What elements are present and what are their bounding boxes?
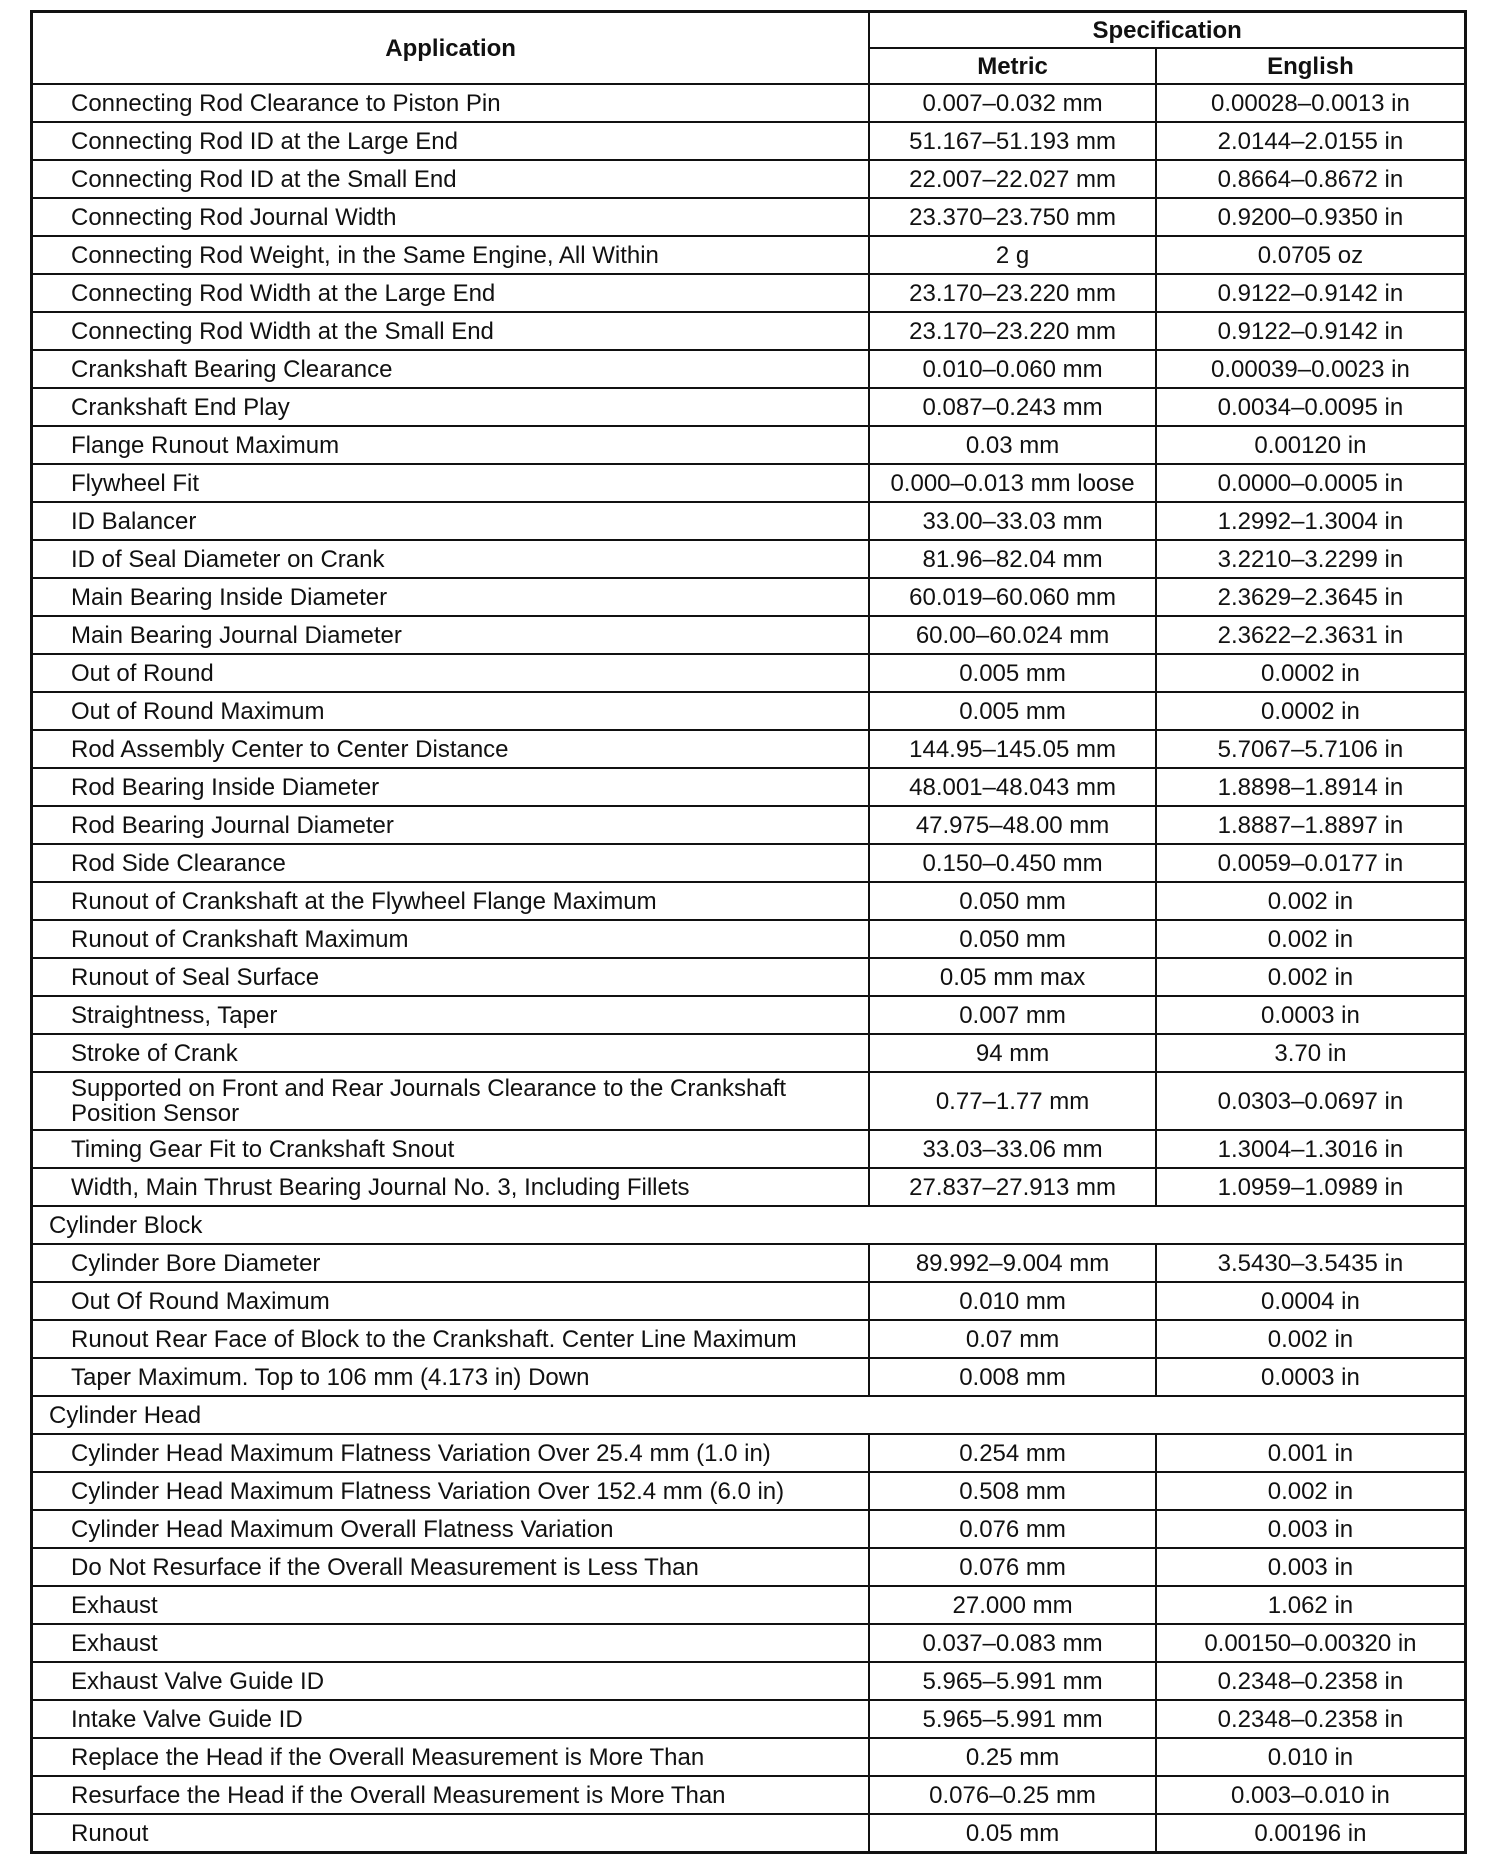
application-cell: Exhaust: [32, 1586, 870, 1624]
table-header: [32, 12, 1466, 85]
table-row: [32, 1168, 1466, 1206]
table-row: [32, 1320, 1466, 1358]
table-row: [32, 312, 1466, 350]
application-cell: Connecting Rod Journal Width: [32, 198, 870, 236]
application-cell: Out Of Round Maximum: [32, 1282, 870, 1320]
english-cell: 0.0000–0.0005 in: [1156, 464, 1466, 502]
table-row: [32, 616, 1466, 654]
table-row: [32, 882, 1466, 920]
section-row: [32, 1206, 1466, 1244]
table-row: [32, 236, 1466, 274]
table-row: [32, 464, 1466, 502]
table-row: [32, 1130, 1466, 1168]
table-row: [32, 1662, 1466, 1700]
english-cell: 2.3629–2.3645 in: [1156, 578, 1466, 616]
metric-cell: 0.050 mm: [869, 882, 1156, 920]
application-cell: Supported on Front and Rear Journals Clearance to the Crankshaft Position Sensor: [32, 1072, 870, 1130]
metric-cell: 23.170–23.220 mm: [869, 312, 1156, 350]
english-cell: 0.0002 in: [1156, 692, 1466, 730]
application-cell: Main Bearing Journal Diameter: [32, 616, 870, 654]
application-cell: Crankshaft Bearing Clearance: [32, 350, 870, 388]
table-row: [32, 84, 1466, 122]
table-row: [32, 806, 1466, 844]
table-row: [32, 1244, 1466, 1282]
english-cell: 1.3004–1.3016 in: [1156, 1130, 1466, 1168]
english-cell: 0.00120 in: [1156, 426, 1466, 464]
table-row: [32, 160, 1466, 198]
english-cell: 0.9200–0.9350 in: [1156, 198, 1466, 236]
table-row: [32, 1738, 1466, 1776]
english-cell: 0.0003 in: [1156, 996, 1466, 1034]
metric-cell: 0.05 mm: [869, 1814, 1156, 1853]
application-cell: Cylinder Head Maximum Overall Flatness Variation: [32, 1510, 870, 1548]
english-cell: 5.7067–5.7106 in: [1156, 730, 1466, 768]
header-english: English: [1156, 48, 1466, 84]
metric-cell: 0.076 mm: [869, 1510, 1156, 1548]
metric-cell: 23.370–23.750 mm: [869, 198, 1156, 236]
english-cell: 3.5430–3.5435 in: [1156, 1244, 1466, 1282]
english-cell: 0.00150–0.00320 in: [1156, 1624, 1466, 1662]
english-cell: 0.002 in: [1156, 1320, 1466, 1358]
table-row: [32, 844, 1466, 882]
application-cell: Width, Main Thrust Bearing Journal No. 3, Including Fillets: [32, 1168, 870, 1206]
english-cell: 2.0144–2.0155 in: [1156, 122, 1466, 160]
metric-cell: 33.00–33.03 mm: [869, 502, 1156, 540]
metric-cell: 0.037–0.083 mm: [869, 1624, 1156, 1662]
application-cell: ID of Seal Diameter on Crank: [32, 540, 870, 578]
english-cell: 0.2348–0.2358 in: [1156, 1700, 1466, 1738]
application-cell: Rod Assembly Center to Center Distance: [32, 730, 870, 768]
application-cell: Intake Valve Guide ID: [32, 1700, 870, 1738]
english-cell: 0.003 in: [1156, 1510, 1466, 1548]
english-cell: 0.9122–0.9142 in: [1156, 274, 1466, 312]
english-cell: 0.00028–0.0013 in: [1156, 84, 1466, 122]
english-cell: 0.002 in: [1156, 882, 1466, 920]
table-row: [32, 578, 1466, 616]
english-cell: 0.002 in: [1156, 958, 1466, 996]
english-cell: 0.002 in: [1156, 920, 1466, 958]
section-label: Cylinder Block: [32, 1206, 1466, 1244]
application-cell: Connecting Rod Weight, in the Same Engine, All Within: [32, 236, 870, 274]
english-cell: 1.2992–1.3004 in: [1156, 502, 1466, 540]
application-cell: Straightness, Taper: [32, 996, 870, 1034]
table-row: [32, 1358, 1466, 1396]
application-cell: Resurface the Head if the Overall Measurement is More Than: [32, 1776, 870, 1814]
english-cell: 0.2348–0.2358 in: [1156, 1662, 1466, 1700]
application-cell: Out of Round: [32, 654, 870, 692]
metric-cell: 0.254 mm: [869, 1434, 1156, 1472]
metric-cell: 51.167–51.193 mm: [869, 122, 1156, 160]
metric-cell: 27.837–27.913 mm: [869, 1168, 1156, 1206]
metric-cell: 0.007–0.032 mm: [869, 84, 1156, 122]
application-cell: Runout of Crankshaft Maximum: [32, 920, 870, 958]
metric-cell: 0.010 mm: [869, 1282, 1156, 1320]
table-row: [32, 1034, 1466, 1072]
english-cell: 0.002 in: [1156, 1472, 1466, 1510]
english-cell: 0.00196 in: [1156, 1814, 1466, 1853]
application-cell: Cylinder Head Maximum Flatness Variation Over 25.4 mm (1.0 in): [32, 1434, 870, 1472]
metric-cell: 0.508 mm: [869, 1472, 1156, 1510]
table-row: [32, 1814, 1466, 1853]
english-cell: 1.8887–1.8897 in: [1156, 806, 1466, 844]
metric-cell: 0.076 mm: [869, 1548, 1156, 1586]
english-cell: 0.0705 oz: [1156, 236, 1466, 274]
metric-cell: 0.77–1.77 mm: [869, 1072, 1156, 1130]
table-row: [32, 920, 1466, 958]
metric-cell: 60.00–60.024 mm: [869, 616, 1156, 654]
table-row: [32, 1586, 1466, 1624]
english-cell: 0.0003 in: [1156, 1358, 1466, 1396]
english-cell: 0.003–0.010 in: [1156, 1776, 1466, 1814]
table-row: [32, 502, 1466, 540]
metric-cell: 0.25 mm: [869, 1738, 1156, 1776]
specification-table: [30, 10, 1467, 1854]
table-row: [32, 1282, 1466, 1320]
table-row: [32, 1434, 1466, 1472]
header-application: Application: [32, 12, 870, 85]
metric-cell: 47.975–48.00 mm: [869, 806, 1156, 844]
table-row: [32, 996, 1466, 1034]
application-cell: Connecting Rod Clearance to Piston Pin: [32, 84, 870, 122]
table-row: [32, 654, 1466, 692]
application-cell: Cylinder Head Maximum Flatness Variation Over 152.4 mm (6.0 in): [32, 1472, 870, 1510]
english-cell: 0.0004 in: [1156, 1282, 1466, 1320]
table-row: [32, 1776, 1466, 1814]
application-cell: Exhaust Valve Guide ID: [32, 1662, 870, 1700]
metric-cell: 48.001–48.043 mm: [869, 768, 1156, 806]
table-row: [32, 1072, 1466, 1130]
application-cell: Connecting Rod ID at the Large End: [32, 122, 870, 160]
metric-cell: 144.95–145.05 mm: [869, 730, 1156, 768]
section-label: Cylinder Head: [32, 1396, 1466, 1434]
table-row: [32, 768, 1466, 806]
metric-cell: 33.03–33.06 mm: [869, 1130, 1156, 1168]
metric-cell: 0.050 mm: [869, 920, 1156, 958]
application-cell: Replace the Head if the Overall Measurement is More Than: [32, 1738, 870, 1776]
application-cell: Out of Round Maximum: [32, 692, 870, 730]
english-cell: 0.003 in: [1156, 1548, 1466, 1586]
english-cell: 0.001 in: [1156, 1434, 1466, 1472]
english-cell: 0.0303–0.0697 in: [1156, 1072, 1466, 1130]
english-cell: 2.3622–2.3631 in: [1156, 616, 1466, 654]
metric-cell: 5.965–5.991 mm: [869, 1700, 1156, 1738]
metric-cell: 81.96–82.04 mm: [869, 540, 1156, 578]
table-row: [32, 1700, 1466, 1738]
english-cell: 3.70 in: [1156, 1034, 1466, 1072]
application-cell: Flange Runout Maximum: [32, 426, 870, 464]
application-cell: Crankshaft End Play: [32, 388, 870, 426]
table-row: [32, 730, 1466, 768]
metric-cell: 0.087–0.243 mm: [869, 388, 1156, 426]
application-cell: Timing Gear Fit to Crankshaft Snout: [32, 1130, 870, 1168]
application-cell: Connecting Rod ID at the Small End: [32, 160, 870, 198]
metric-cell: 0.005 mm: [869, 692, 1156, 730]
english-cell: 0.00039–0.0023 in: [1156, 350, 1466, 388]
table-body: [32, 84, 1466, 1853]
table-row: [32, 540, 1466, 578]
header-metric: Metric: [869, 48, 1156, 84]
application-cell: Taper Maximum. Top to 106 mm (4.173 in) Down: [32, 1358, 870, 1396]
application-cell: Runout of Seal Surface: [32, 958, 870, 996]
application-cell: Runout: [32, 1814, 870, 1853]
application-cell: Runout Rear Face of Block to the Crankshaft. Center Line Maximum: [32, 1320, 870, 1358]
application-cell: Runout of Crankshaft at the Flywheel Flange Maximum: [32, 882, 870, 920]
metric-cell: 0.005 mm: [869, 654, 1156, 692]
application-cell: Do Not Resurface if the Overall Measurement is Less Than: [32, 1548, 870, 1586]
english-cell: 0.9122–0.9142 in: [1156, 312, 1466, 350]
metric-cell: 0.076–0.25 mm: [869, 1776, 1156, 1814]
metric-cell: 94 mm: [869, 1034, 1156, 1072]
table-row: [32, 692, 1466, 730]
metric-cell: 2 g: [869, 236, 1156, 274]
english-cell: 0.8664–0.8672 in: [1156, 160, 1466, 198]
application-cell: Connecting Rod Width at the Large End: [32, 274, 870, 312]
table-row: [32, 122, 1466, 160]
metric-cell: 0.010–0.060 mm: [869, 350, 1156, 388]
metric-cell: 22.007–22.027 mm: [869, 160, 1156, 198]
metric-cell: 0.150–0.450 mm: [869, 844, 1156, 882]
application-cell: Exhaust: [32, 1624, 870, 1662]
english-cell: 1.0959–1.0989 in: [1156, 1168, 1466, 1206]
metric-cell: 0.03 mm: [869, 426, 1156, 464]
english-cell: 1.062 in: [1156, 1586, 1466, 1624]
application-cell: Cylinder Bore Diameter: [32, 1244, 870, 1282]
metric-cell: 0.008 mm: [869, 1358, 1156, 1396]
table-row: [32, 388, 1466, 426]
application-cell: Rod Bearing Inside Diameter: [32, 768, 870, 806]
table-row: [32, 958, 1466, 996]
table-row: [32, 1548, 1466, 1586]
english-cell: 3.2210–3.2299 in: [1156, 540, 1466, 578]
application-cell: Flywheel Fit: [32, 464, 870, 502]
metric-cell: 0.007 mm: [869, 996, 1156, 1034]
application-cell: Stroke of Crank: [32, 1034, 870, 1072]
metric-cell: 89.992–9.004 mm: [869, 1244, 1156, 1282]
table-row: [32, 1624, 1466, 1662]
application-cell: Rod Bearing Journal Diameter: [32, 806, 870, 844]
metric-cell: 5.965–5.991 mm: [869, 1662, 1156, 1700]
header-specification: Specification: [869, 12, 1465, 49]
english-cell: 0.0002 in: [1156, 654, 1466, 692]
table-row: [32, 426, 1466, 464]
application-cell: Connecting Rod Width at the Small End: [32, 312, 870, 350]
table-row: [32, 1510, 1466, 1548]
metric-cell: 27.000 mm: [869, 1586, 1156, 1624]
table-row: [32, 198, 1466, 236]
english-cell: 0.010 in: [1156, 1738, 1466, 1776]
table-row: [32, 1472, 1466, 1510]
english-cell: 0.0059–0.0177 in: [1156, 844, 1466, 882]
application-cell: Rod Side Clearance: [32, 844, 870, 882]
metric-cell: 60.019–60.060 mm: [869, 578, 1156, 616]
application-cell: ID Balancer: [32, 502, 870, 540]
table-row: [32, 274, 1466, 312]
metric-cell: 0.000–0.013 mm loose: [869, 464, 1156, 502]
section-row: [32, 1396, 1466, 1434]
english-cell: 1.8898–1.8914 in: [1156, 768, 1466, 806]
metric-cell: 23.170–23.220 mm: [869, 274, 1156, 312]
english-cell: 0.0034–0.0095 in: [1156, 388, 1466, 426]
application-cell: Main Bearing Inside Diameter: [32, 578, 870, 616]
table-row: [32, 350, 1466, 388]
metric-cell: 0.05 mm max: [869, 958, 1156, 996]
metric-cell: 0.07 mm: [869, 1320, 1156, 1358]
